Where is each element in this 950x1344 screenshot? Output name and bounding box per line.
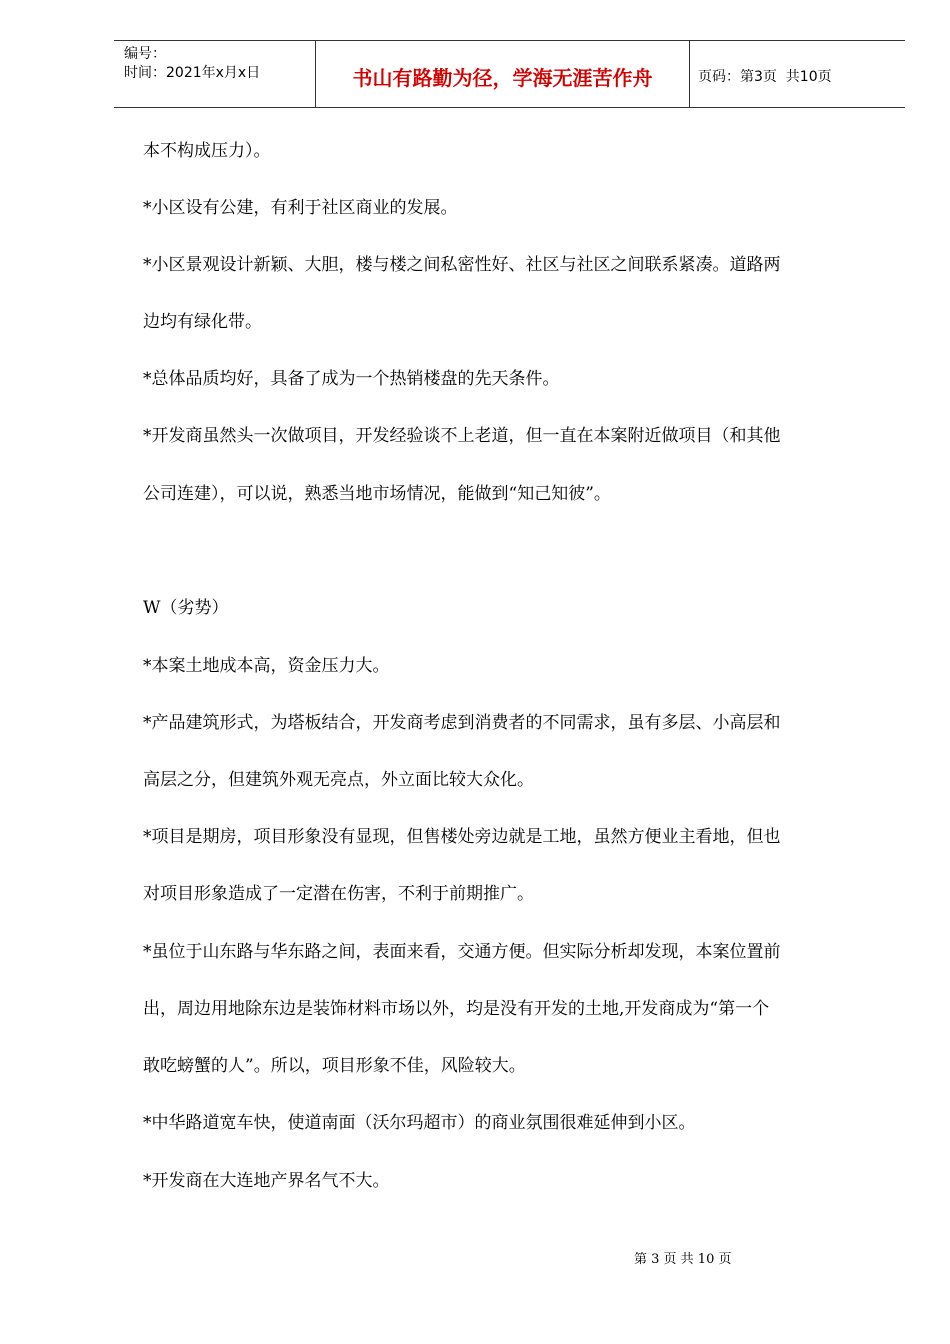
- document-number-label: 编号：: [124, 46, 166, 62]
- page-info-text: 页码：第3页 共10页: [698, 69, 832, 85]
- body-line: *开发商虽然头一次做项目，开发经验谈不上老道，但一直在本案附近做项目（和其他: [143, 426, 781, 446]
- body-line: *项目是期房，项目形象没有显现，但售楼处旁边就是工地，虽然方便业主看地，但也: [143, 827, 781, 847]
- body-line: 本不构成压力）。: [143, 141, 271, 161]
- header-page-info: [690, 41, 905, 107]
- document-date-label: 时间：2021年x月x日: [124, 65, 261, 81]
- body-line: *产品建筑形式，为塔板结合，开发商考虑到消费者的不同需求，虽有多层、小高层和: [143, 713, 781, 733]
- section-heading: W（劣势）: [143, 598, 229, 618]
- body-line: 敢吃螃蟹的人”。所以，项目形象不佳，风险较大。: [143, 1056, 526, 1076]
- body-line: *小区设有公建，有利于社区商业的发展。: [143, 198, 458, 218]
- body-line: 边均有绿化带。: [143, 312, 262, 332]
- body-line: *中华路道宽车快，使道南面（沃尔玛超市）的商业氛围很难延伸到小区。: [143, 1113, 696, 1133]
- body-line: *总体品质均好，具备了成为一个热销楼盘的先天条件。: [143, 369, 560, 389]
- body-line: *虽位于山东路与华东路之间，表面来看，交通方便。但实际分析却发现，本案位置前: [143, 942, 781, 962]
- body-line: 对项目形象造成了一定潜在伤害，不利于前期推广。: [143, 884, 534, 904]
- body-line: *本案土地成本高，资金压力大。: [143, 656, 390, 676]
- body-line: 出，周边用地除东边是装饰材料市场以外，均是没有开发的土地,开发商成为“第一个: [143, 999, 770, 1019]
- page-header: [114, 40, 905, 108]
- header-motto: [316, 41, 690, 107]
- header-meta: [114, 41, 316, 107]
- motto-text: 书山有路勤为径，学海无涯苦作舟: [352, 65, 653, 90]
- body-line: 公司连建），可以说，熟悉当地市场情况，能做到“知己知彼”。: [143, 484, 611, 504]
- body-line: *小区景观设计新颖、大胆，楼与楼之间私密性好、社区与社区之间联系紧凑。道路两: [143, 255, 781, 275]
- page-footer: 第 3 页 共 10 页: [634, 1252, 732, 1267]
- body-line: 高层之分，但建筑外观无亮点，外立面比较大众化。: [143, 770, 534, 790]
- body-line: *开发商在大连地产界名气不大。: [143, 1171, 390, 1191]
